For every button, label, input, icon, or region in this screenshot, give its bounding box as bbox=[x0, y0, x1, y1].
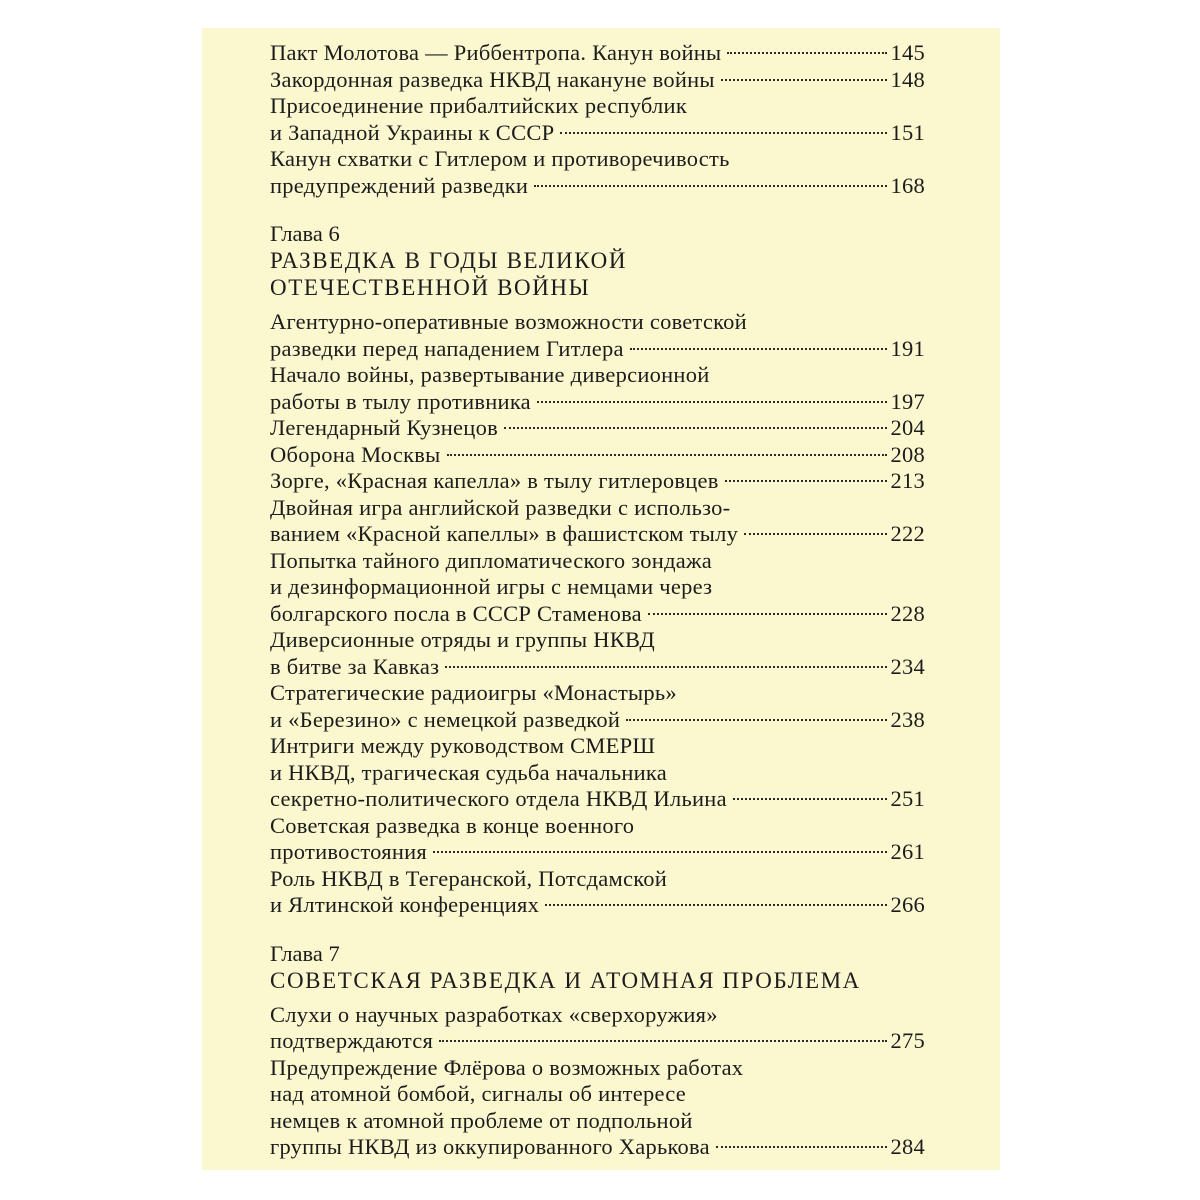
toc-entry-line bbox=[270, 813, 925, 840]
toc-entry-line bbox=[270, 786, 925, 813]
dot-leader bbox=[630, 348, 887, 350]
page-number: 148 bbox=[890, 66, 925, 92]
dot-leader bbox=[537, 401, 887, 403]
toc-entry-line bbox=[270, 521, 925, 548]
toc-entry-text: над атомной бомбой, сигналы об интересе bbox=[270, 1081, 687, 1106]
page-number: 222 bbox=[890, 521, 925, 546]
page-number: 234 bbox=[890, 653, 925, 679]
page-number: 275 bbox=[890, 1028, 925, 1053]
book-page bbox=[202, 28, 1000, 1170]
toc-entry-text: секретно-политического отдела НКВД Ильина bbox=[270, 786, 727, 811]
toc-entry bbox=[270, 67, 925, 94]
chapter-7-title bbox=[270, 967, 925, 994]
page-number: 204 bbox=[890, 415, 925, 440]
toc-entry-text: Слухи о научных разработках «сверхоружия» bbox=[270, 1001, 718, 1027]
toc-entry bbox=[270, 93, 925, 146]
toc-entry bbox=[270, 146, 925, 199]
toc-entry bbox=[270, 733, 925, 813]
toc-entry bbox=[270, 627, 925, 680]
dot-leader bbox=[716, 1146, 887, 1148]
toc-entry-line bbox=[270, 1028, 925, 1055]
page-number: 266 bbox=[890, 892, 925, 917]
toc-entry bbox=[270, 866, 925, 919]
toc-entry-text: Роль НКВД в Тегеранской, Потсдамской bbox=[270, 865, 668, 891]
chapter-6-section bbox=[270, 221, 925, 919]
toc-entry-line bbox=[270, 389, 925, 416]
toc-entry-line bbox=[270, 866, 925, 893]
dot-leader bbox=[534, 185, 886, 187]
dot-leader bbox=[626, 719, 886, 721]
toc-entry-text: Легендарный Кузнецов bbox=[270, 415, 498, 440]
toc-entry-text: группы НКВД из оккупированного Харькова bbox=[270, 1134, 710, 1159]
page-number: 251 bbox=[890, 786, 925, 811]
toc-entry-text: Присоединение прибалтийских республик bbox=[270, 93, 688, 118]
page-number: 151 bbox=[890, 119, 925, 145]
toc-entry-line bbox=[270, 415, 925, 442]
toc-entry-line bbox=[270, 1134, 925, 1161]
chapter-6-title-line: ОТЕЧЕСТВЕННОЙ ВОЙНЫ bbox=[270, 275, 591, 300]
chapter-6-entries bbox=[270, 309, 925, 919]
toc-entry bbox=[270, 1055, 925, 1161]
toc-entry-line bbox=[270, 1108, 925, 1135]
toc-entry-text: Пакт Молотова — Риббентропа. Канун войны bbox=[270, 40, 722, 65]
toc-entry-text: Начало войны, развертывание диверсионной bbox=[270, 362, 710, 387]
toc-entry bbox=[270, 468, 925, 495]
dot-leader bbox=[733, 798, 887, 800]
toc-entry-text: Диверсионные отряды и группы НКВД bbox=[270, 627, 655, 652]
toc-entry-text: разведки перед нападением Гитлера bbox=[270, 335, 624, 361]
toc-entry-line bbox=[270, 760, 925, 787]
toc-entry-text: Оборона Москвы bbox=[270, 441, 441, 467]
toc-entry-text: работы в тылу противника bbox=[270, 388, 531, 414]
toc-entry-text: Агентурно-оперативные возможности советской bbox=[270, 309, 747, 334]
toc-entry-line bbox=[270, 839, 925, 866]
toc-entry-text: и Западной Украины к СССР bbox=[270, 119, 555, 145]
toc-entry-line bbox=[270, 93, 925, 120]
toc-entry-line bbox=[270, 574, 925, 601]
toc-entry bbox=[270, 1002, 925, 1055]
chapter-7-entries bbox=[270, 1002, 925, 1161]
dot-leader bbox=[504, 427, 887, 429]
page-number: 191 bbox=[890, 335, 925, 361]
toc-entry bbox=[270, 362, 925, 415]
chapter-6-title bbox=[270, 247, 925, 301]
toc-entry bbox=[270, 495, 925, 548]
chapter-7-title-line: СОВЕТСКАЯ РАЗВЕДКА И АТОМНАЯ ПРОБЛЕМА bbox=[270, 967, 861, 993]
toc-entry-text: и дезинформационной игры с немцами через bbox=[270, 574, 713, 599]
toc-entry-text: болгарского посла в СССР Стаменова bbox=[270, 600, 642, 626]
toc-entry-text: и НКВД, трагическая судьба начальника bbox=[270, 759, 668, 785]
toc-entry-text: Попытка тайного дипломатического зондажа bbox=[270, 547, 713, 573]
page-number: 208 bbox=[890, 441, 925, 467]
dot-leader bbox=[439, 1040, 886, 1042]
toc-entry-line bbox=[270, 67, 925, 94]
toc-entry bbox=[270, 680, 925, 733]
toc-entry-text: Стратегические радиоигры «Монастырь» bbox=[270, 680, 677, 705]
toc-entry-line bbox=[270, 468, 925, 495]
page-number: 197 bbox=[890, 388, 925, 414]
dot-leader bbox=[744, 533, 886, 535]
page-number: 238 bbox=[890, 706, 925, 732]
toc-entry-line bbox=[270, 362, 925, 389]
page-number: 168 bbox=[890, 172, 925, 198]
page-number: 228 bbox=[890, 600, 925, 626]
toc-entry-text: противостояния bbox=[270, 839, 428, 864]
toc-entry-text: Зорге, «Красная капелла» в тылу гитлеровцев bbox=[270, 468, 719, 493]
toc-entry-line bbox=[270, 601, 925, 628]
toc-entry-text: Канун схватки с Гитлером и противоречивость bbox=[270, 146, 730, 171]
toc-entry-text: предупреждений разведки bbox=[270, 172, 529, 198]
toc-entry bbox=[270, 40, 925, 67]
toc-entry-line bbox=[270, 173, 925, 200]
toc-entry-text: Советская разведка в конце военного bbox=[270, 812, 635, 838]
chapter-6-label: Глава 6 bbox=[270, 221, 340, 246]
toc-entry-line bbox=[270, 1081, 925, 1108]
toc-entry-line bbox=[270, 548, 925, 575]
page-number: 145 bbox=[890, 40, 925, 65]
toc-entry-text: Закордонная разведка НКВД накануне войны bbox=[270, 66, 715, 92]
dot-leader bbox=[433, 851, 886, 853]
toc-entry-line bbox=[270, 120, 925, 147]
toc-entry-line bbox=[270, 627, 925, 654]
toc-entry-text: немцев к атомной проблеме от подпольной bbox=[270, 1107, 693, 1133]
page-number: 284 bbox=[890, 1134, 925, 1159]
toc-entry-line bbox=[270, 146, 925, 173]
toc-entry-line bbox=[270, 442, 925, 469]
toc-entry bbox=[270, 813, 925, 866]
toc-entry-line bbox=[270, 654, 925, 681]
toc-entry-line bbox=[270, 1002, 925, 1029]
dot-leader bbox=[725, 480, 887, 482]
toc-entry-text: Интриги между руководством СМЕРШ bbox=[270, 733, 656, 758]
dot-leader bbox=[560, 132, 886, 134]
chapter-6-title-line: РАЗВЕДКА В ГОДЫ ВЕЛИКОЙ bbox=[270, 248, 628, 273]
toc-entry bbox=[270, 415, 925, 442]
toc-entry-line bbox=[270, 1055, 925, 1082]
toc-entry-line bbox=[270, 707, 925, 734]
toc-entry-text: и «Березино» с немецкой разведкой bbox=[270, 706, 621, 732]
toc-entry-text: подтверждаются bbox=[270, 1028, 434, 1053]
toc-entry-text: в битве за Кавказ bbox=[270, 653, 440, 679]
toc-entry-line bbox=[270, 40, 925, 67]
toc-entries-before-chapter-6 bbox=[270, 40, 925, 199]
table-of-contents bbox=[270, 40, 925, 1161]
toc-entry-text: ванием «Красной капеллы» в фашистском тылу bbox=[270, 521, 739, 546]
dot-leader bbox=[648, 613, 887, 615]
toc-entry-line bbox=[270, 733, 925, 760]
dot-leader bbox=[727, 52, 886, 54]
dot-leader bbox=[721, 79, 887, 81]
toc-entry-text: Предупреждение Флёрова о возможных работах bbox=[270, 1054, 744, 1080]
toc-entry-line bbox=[270, 892, 925, 919]
toc-entry-line bbox=[270, 495, 925, 522]
dot-leader bbox=[445, 666, 886, 668]
page-number: 261 bbox=[890, 839, 925, 864]
toc-entry bbox=[270, 309, 925, 362]
chapter-7-section bbox=[270, 941, 925, 1161]
chapter-7-label: Глава 7 bbox=[270, 940, 340, 966]
toc-entry-text: и Ялтинской конференциях bbox=[270, 892, 540, 917]
toc-entry-line bbox=[270, 680, 925, 707]
toc-entry-line bbox=[270, 309, 925, 336]
page-number: 213 bbox=[890, 468, 925, 493]
toc-entry-text: Двойная игра английской разведки с использо- bbox=[270, 494, 731, 520]
toc-entry bbox=[270, 548, 925, 628]
dot-leader bbox=[447, 454, 887, 456]
dot-leader bbox=[545, 904, 886, 906]
toc-entry bbox=[270, 442, 925, 469]
toc-entry-line bbox=[270, 336, 925, 363]
